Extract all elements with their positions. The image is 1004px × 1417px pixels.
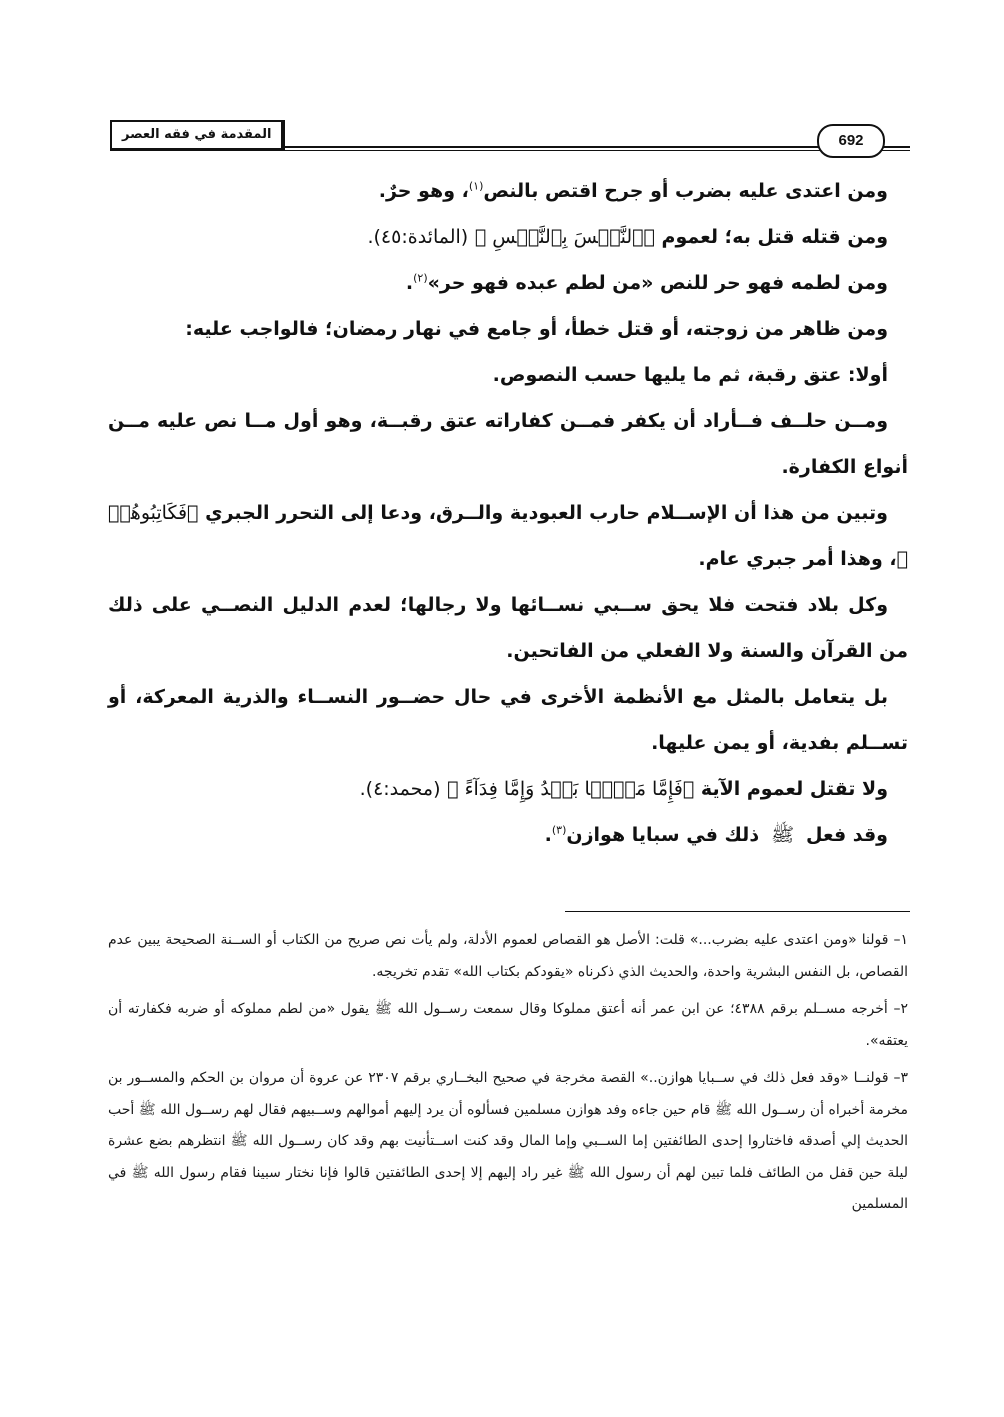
paragraph-8: وكل بلاد فتحت فلا يحق ســبي نســائها ولا رجالها؛ لعدم الدليل النصــي على ذلك من القرآن والسنة ولا الفعلي من الفاتحين. [108, 594, 908, 662]
footnote-2: ٢– أخرجه مســلم برقم ٤٣٨٨؛ عن ابن عمر أنه أعتق مملوكا وقال سمعت رســول الله ﷺ يقول «من لطم مملوكه أو ضربه فكفارته أن يعتقه». [108, 1001, 908, 1049]
paragraph-1-text: ومن اعتدى عليه بضرب أو جرح اقتص بالنص [483, 180, 888, 202]
honorific-glyph: ﷺ [771, 824, 795, 846]
quran-verse-3: ﴿فَإِمَّا مَنَّۢا بَعۡدُ وَإِمَّا فِدَآءً ﴾ [447, 778, 695, 800]
footnote-3: ٣– قولنــا «وقد فعل ذلك في ســبايا هوازن..» القصة مخرجة في صحيح البخــاري برقم ٢٣٠٧ عن عروة أن مروان بن الحكم والمســور بن مخرمة أخبراه أن رســول الله ﷺ قام حين جاءه وفد هوازن مسلمين فسألوه أن يرد إليهم أموالهم وســبيهم فقال لهم رســول الله ﷺ أحب الحديث إلي أصدقه فاختاروا إحدى الطائفتين إما الســبي وإما المال وقد كنت اســتأنيت بهم وقد كان رســول الله ﷺ انتظرهم بضع عشرة ليلة حين قفل من الطائف فلما تبين لهم أن رسول الله ﷺ غير راد إليهم إلا إحدى الطائفتين قالوا فإنا نختار سبينا فقام رسول الله ﷺ في المسلمين [108, 1070, 909, 1212]
footnote-ref-3[interactable]: (٣) [551, 823, 567, 837]
footnote-1: ١– قولنا «ومن اعتدى عليه بضرب...» قلت: الأصل هو القصاص لعموم الأدلة، ولم يأت نص صريح من الكتاب أو الســنة الصحيحة يبين عدم القصاص، بل النفس البشرية واحدة، والحديث الذي ذكرناه «يقودكم بكتاب الله» تقدم تخريجه. [108, 932, 908, 980]
paragraph-3-text-end: . [405, 272, 414, 294]
verse-reference-3: (محمد:٤). [359, 778, 441, 800]
footnotes [108, 925, 908, 1227]
header-rule-thin [110, 150, 910, 151]
paragraph-1 [108, 168, 908, 214]
paragraph-10-text: ولا تقتل لعموم الآية [700, 778, 888, 800]
paragraph-6: ومــن حلــف فــأراد أن يكفر فمــن كفاراته عتق رقبــة، وهو أول مــا نص عليه مــن أنواع الكفارة. [108, 410, 908, 478]
paragraph-9: بل يتعامل بالمثل مع الأنظمة الأخرى في حال حضــور النســاء والذرية المعركة، أو تســلم بفدية، أو يمن عليها. [108, 686, 908, 754]
paragraph-11-text-mid: ذلك في سبايا هوازن [566, 824, 760, 846]
paragraph-7-text-end: ، وهذا أمر جبري عام. [698, 548, 897, 570]
quran-verse-2: ﴿فَكَاتِبُوهُمۡ ﴾ [108, 502, 908, 570]
paragraph-3-text: ومن لطمه فهو حر للنص «من لطم عبده فهو حر» [427, 272, 888, 294]
footnote-ref-2[interactable]: (٢) [413, 271, 428, 285]
paragraph-1-text-end: ، وهو حرٌ. [378, 180, 469, 202]
paragraph-4: ومن ظاهر من زوجته، أو قتل خطأ، أو جامع في نهار رمضان؛ فالواجب عليه: [185, 318, 888, 340]
paragraph-5: أولا: عتق رقبة، ثم ما يليها حسب النصوص. [492, 364, 888, 386]
paragraph-3 [108, 260, 908, 306]
paragraph-7 [108, 490, 908, 582]
book-title: المقدمة في فقه العصر [110, 120, 285, 150]
paragraph-11 [108, 812, 908, 858]
footnote-separator [565, 911, 910, 912]
paragraph-2 [108, 214, 908, 260]
paragraph-11-text: وقد فعل [806, 824, 888, 846]
quran-verse-1: ﴿ٱلنَّفۡسَ بِٱلنَّفۡسِ ﴾ [474, 226, 655, 248]
paragraph-10 [108, 766, 908, 812]
page-number: 692 [817, 124, 885, 158]
main-text [108, 168, 908, 858]
verse-reference-1: (المائدة:٤٥). [367, 226, 469, 248]
paragraph-7-text: وتبين من هذا أن الإســلام حارب العبودية والــرق، ودعا إلى التحرر الجبري [205, 502, 888, 524]
page-header [110, 120, 910, 150]
paragraph-11-text-end: . [544, 824, 552, 846]
footnote-ref-1[interactable]: (١) [468, 179, 484, 193]
paragraph-2-text: ومن قتله قتل به؛ لعموم [661, 226, 888, 248]
